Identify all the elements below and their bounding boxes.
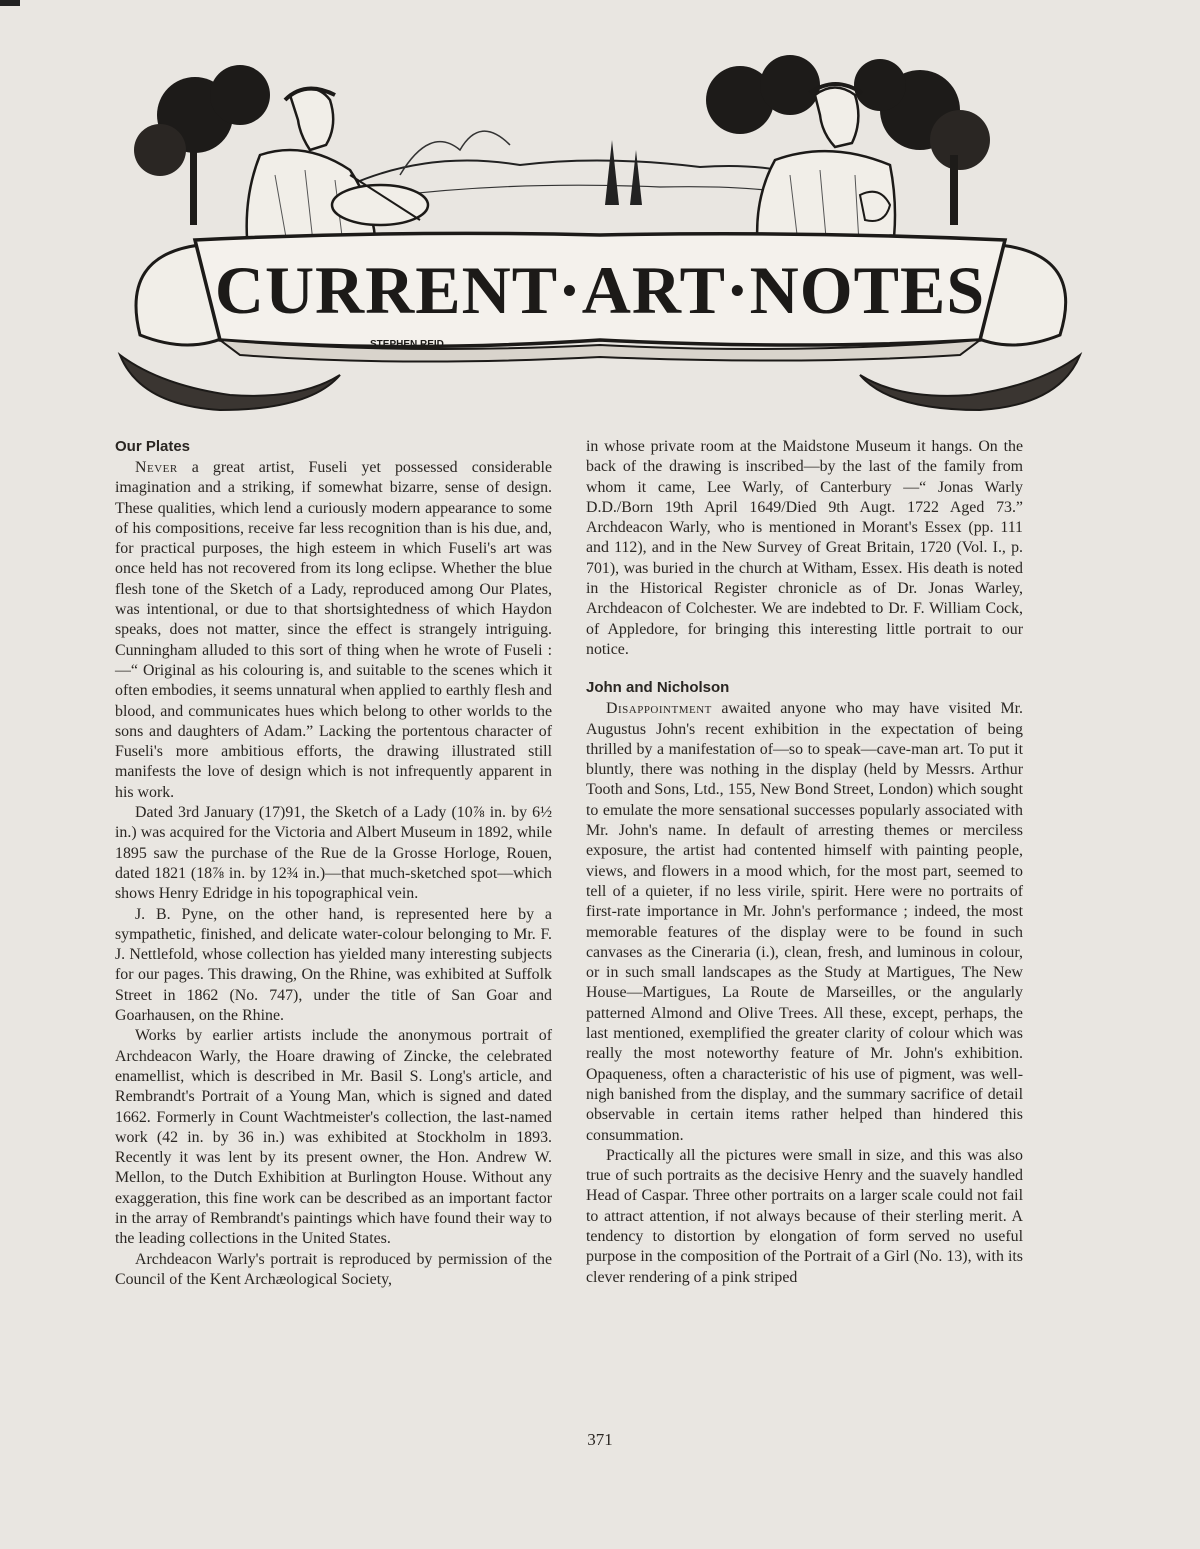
paragraph: Works by earlier artists include the anonymous portrait of Archdeacon Warly, the Hoare drawing of Zincke, the celebrated enamellist, which is described in Mr. Basil S. Long's article, and Rembrandt's Portrait of a Young Man, which is signed and dated 1662. Formerly in Count Wachtmeister's collection, the last-named work (42 in. by 36 in.) was exhibited at Stockholm in 1893. Recently it was lent by its present owner, the Hon. Andrew W. Mellon, to the Dutch Exhibition at Burlington House. Without any exaggeration, this fine work can be described as an important factor in the array of Rembrandt's paintings which have found their way to the leading collections in the United States. — [115, 1027, 552, 1248]
headpiece-illustration — [100, 55, 1100, 415]
paragraph-lead-word: Never — [135, 459, 178, 476]
current-art-notes-headpiece — [100, 55, 1100, 415]
paragraph: Dated 3rd January (17)91, the Sketch of a Lady (10⅞ in. by 6½ in.) was acquired for the Victoria and Albert Museum in 1892, while 1895 saw the purchase of the Rue de la Grosse Horloge, Rouen, dated 1821 (18⅞ in. by 12¾ in.)—that much-sketched spot—which shows Henry Edridge in his topographical vein. — [115, 804, 552, 903]
paragraph: J. B. Pyne, on the other hand, is represented here by a sympathetic, finished, and delicate water-colour belonging to Mr. F. J. Nettlefold, whose collection has yielded many interesting subjects for our pages. This drawing, On the Rhine, was exhibited at Suffolk Street in 1862 (No. 747), under the title of San Goar and Goarhausen, on the Rhine. — [115, 905, 552, 1025]
artist-signature: STEPHEN REID — [370, 339, 444, 350]
paragraph: Practically all the pictures were small in size, and this was also true of such portraits as the decisive Henry and the suavely handled Head of Caspar. Three other portraits on a larger scale could not fail to attract attention, if not always because of their sterling merit. A tendency to distortion by elongation of form served no useful purpose in the composition of the Portrait of a Girl (No. 13), with its clever rendering of a pink striped — [586, 1146, 1023, 1286]
headpiece-title: CURRENT·ART·NOTES — [214, 252, 986, 328]
paragraph-continuation: in whose private room at the Maidstone Museum it hangs. On the back of the drawing is inscribed—by the last of the family from whom it came, Lee Warly, of Canterbury —“ Jonas Warly D.D./Born 19th April 1649/Died 9th Augt. 1722 Aged 73.” Archdeacon Warly, who is mentioned in Morant's Essex (pp. 111 and 112), and in the New Survey of Great Britain, 1720 (Vol. I., p. 701), was buried in the church at Witham, Essex. His death is noted in the Historical Register chronicle as of Dr. Jonas Warley, Archdeacon of Colchester. We are indebted to Dr. F. William Cock, of Appledore, for bringing this interesting little portrait to our notice. — [586, 438, 1023, 658]
paragraph-lead-word: Disappointment — [606, 700, 712, 718]
paragraph — [115, 458, 552, 803]
section-heading-our-plates: Our Plates — [115, 438, 191, 455]
paragraph-text: a great artist, Fuseli yet possessed considerable imagination and a striking, if somewhat bizarre, sense of design. These qualities, which lend a curiously modern appearance to some of his compositions, receive far less recognition than is his due, and, for practical purposes, the high esteem in which Fuseli's art was once held has not recovered from its long eclipse. Whether the blue flesh tone of the Sketch of a Lady, reproduced among Our Plates, was intentional, or due to that shortsightedness of which Haydon speaks, does not matter, since the effect is strangely intriguing. Cunningham alluded to this sort of thing when he wrote of Fuseli :—“ Original as his colouring is, and suitable to the scenes which it often embodies, it seems unnatural when applied to earthly flesh and blood, and communicates hues which belong to other worlds to the sons and daughters of Adam.” Lacking the portentous character of Fuseli's more ambitious efforts, the drawing illustrated still manifests the love of design which is not infrequently apparent in his work. — [115, 459, 552, 801]
paragraph — [586, 699, 1023, 1146]
left-column — [115, 437, 552, 1290]
right-column — [586, 437, 1023, 1288]
paragraph-text: awaited anyone who may have visited Mr. Augustus John's recent exhibition in the expectation of being thrilled by a manifestation of—so to speak—cave-man art. To put it bluntly, there was nothing in the display (held by Messrs. Arthur Tooth and Sons, Ltd., 155, New Bond Street, London) which sought to emulate the more sensational successes popularly associated with Mr. John's name. In default of arresting themes or merciless exposure, the artist had contented himself with painting people, views, and flowers in a mood which, for the most part, seemed to tell of a quieter, if no less virile, spirit. Here were no portraits of first-rate importance in Mr. John's performance ; indeed, the most memorable features of the display were to be found in such canvases as the Cineraria (i.), clean, fresh, and luminous in colour, or in such small landscapes as the Study at Martigues, The New House—Martigues, La Route de Marseilles, or the angularly patterned Almond and Olive Trees. All these, except, perhaps, the last mentioned, exemplified the greater clarity of colour which was really the most noteworthy feature of Mr. John's exhibition. Opaqueness, often a characteristic of his use of pigment, was well-nigh banished from the display, and the summary sacrifice of detail observable in certain items rather helped than hindered this consummation. — [586, 700, 1023, 1144]
paragraph: Archdeacon Warly's portrait is reproduced by permission of the Council of the Kent Archæological Society, — [115, 1250, 552, 1288]
page-number: 371 — [587, 1430, 613, 1449]
page-corner-mark — [0, 0, 20, 6]
section-heading-john-and-nicholson: John and Nicholson — [586, 679, 730, 697]
